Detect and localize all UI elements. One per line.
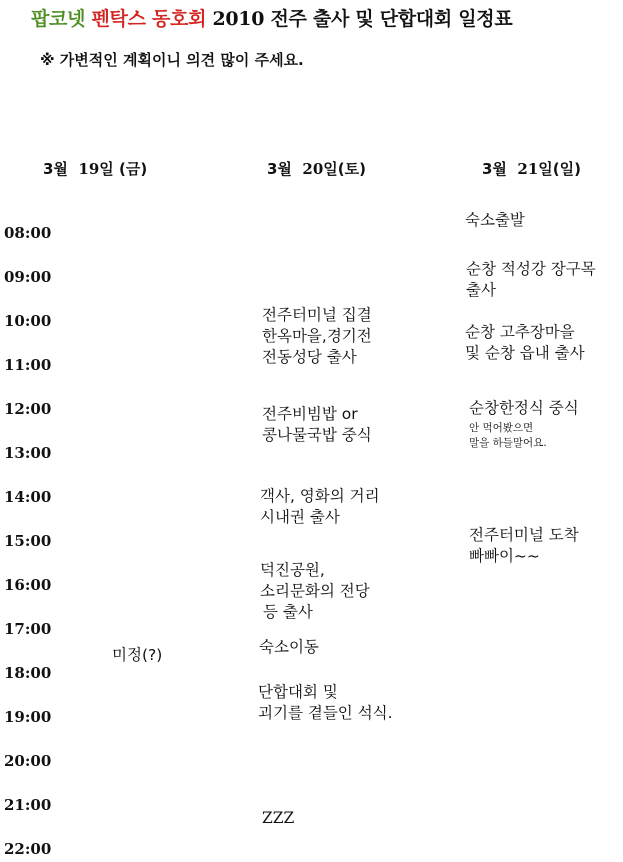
sat-event-park: 덕진공원, 소리문화의 전당 등 출사 [260, 561, 370, 621]
time-label: 13:00 [4, 444, 52, 462]
sun-event-gochujang: 순창 고추장마을 및 순창 읍내 출사 [465, 323, 585, 362]
day-header-sun: 3월 21일(일) [482, 160, 581, 178]
time-label: 16:00 [4, 576, 52, 594]
title-club: 펜탁스 동호회 [91, 8, 207, 30]
sun-event-lunch-note: 안 먹어봤으면 말을 하들말어요. [469, 422, 547, 449]
time-label: 18:00 [4, 664, 52, 682]
time-label: 17:00 [4, 620, 52, 638]
time-label: 20:00 [4, 752, 52, 770]
time-label: 14:00 [4, 488, 52, 506]
sat-event-lodging: 숙소이동 [259, 638, 319, 656]
day-header-sat: 3월 20일(토) [267, 160, 366, 178]
sun-event-lunch: 순창한정식 중식 [469, 399, 579, 417]
time-label: 09:00 [4, 268, 52, 286]
time-label: 21:00 [4, 796, 52, 814]
page-title [31, 4, 512, 31]
time-label: 22:00 [4, 840, 52, 858]
planning-note: ※ 가변적인 계획이니 의견 많이 주세요. [40, 51, 304, 69]
time-label: 15:00 [4, 532, 52, 550]
sun-event-depart: 숙소출발 [465, 211, 525, 229]
sun-event-janggumok: 순창 적성강 장구목 출사 [466, 260, 596, 299]
title-text: 전주 출사 및 단합대회 일정표 [270, 8, 513, 30]
sun-event-arrive: 전주터미널 도착 빠빠이~~ [469, 526, 579, 565]
sat-event-downtown: 객사, 영화의 거리 시내권 출사 [260, 487, 380, 526]
time-label: 08:00 [4, 224, 52, 242]
sat-event-dinner: 단합대회 및 괴기를 곁들인 석식. [258, 683, 393, 722]
title-site: 팝코넷 [31, 8, 86, 30]
sat-event-gather: 전주터미널 집결 한옥마을,경기전 전동성당 출사 [262, 306, 372, 366]
day-header-fri: 3월 19일 (금) [43, 160, 148, 178]
sat-event-sleep: ZZZ [262, 809, 295, 827]
sat-event-lunch: 전주비빔밥 or 콩나물국밥 중식 [262, 405, 372, 444]
time-label: 12:00 [4, 400, 52, 418]
fri-event-undecided: 미정(?) [112, 646, 163, 664]
title-year: 2010 [212, 8, 265, 30]
time-label: 19:00 [4, 708, 52, 726]
time-label: 11:00 [4, 356, 52, 374]
time-label: 10:00 [4, 312, 52, 330]
